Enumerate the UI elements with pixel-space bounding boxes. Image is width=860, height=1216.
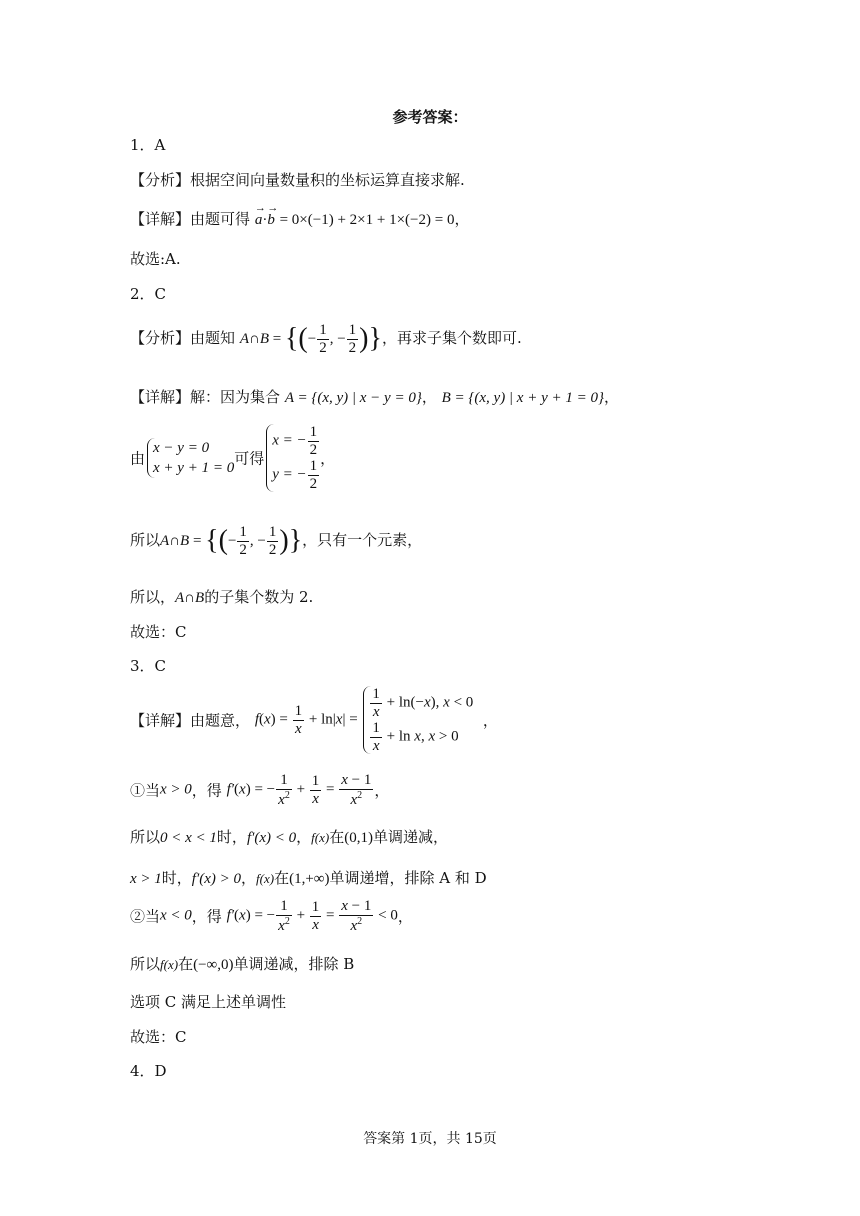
equation-system: x − y = 0 x + y + 1 = 0 — [147, 438, 234, 479]
q2-choice: 故选：C — [130, 623, 187, 641]
solution-system: x = − $\frac{1}{2}$ y = − $\frac{1}{2}$ — [266, 424, 320, 492]
q3-number: 3．C — [130, 657, 167, 675]
dot-product-expression: = 0×(−1) + 2×1 + 1×(−2) = 0 — [279, 212, 455, 228]
q2-number: 2．C — [130, 285, 167, 303]
page-footer: 答案第 1页，共 15页 — [363, 1131, 497, 1147]
q4-number: 4．D — [130, 1062, 167, 1080]
q1-analysis — [130, 169, 465, 190]
q3-increasing-line: x > 1时，f′(x) > 0，f(x)在(1,+∞)单调递增，排除 A 和 D — [130, 869, 487, 887]
q3-case1: ①当x > 0，得 f′(x) = − $\frac{1}{x^2}$ + $\frac{1}{x}$ = $\frac{x - 1}{x^2}$ ， — [130, 772, 390, 808]
detail-prefix: 由题可得 — [190, 210, 251, 228]
vector-b: b → — [267, 202, 279, 228]
set-b-definition: B = {(x, y) | x + y + 1 = 0} — [441, 390, 604, 406]
vector-a: a → — [254, 202, 266, 228]
q2-intersection: 所以A∩B = {(− $\frac{1}{2}$ , − $\frac{1}{2}$ )}，只有一个元素， — [130, 524, 423, 558]
q3-detail: 【详解】由题意， f(x) = $\frac{1}{x}$ + ln|x| = $\frac{1}{x}$ + ln(−x), x < 0 $\frac{1}{x}$ + ln x, x > 0 ， — [130, 686, 498, 754]
set-a-definition: A = {(x, y) | x − y = 0} — [284, 390, 422, 406]
q1-detail: 【详解】由题可得 a → ·b → = 0×(−1) + 2×1 + 1×(−2) = 0， — [130, 202, 470, 228]
detail-label: 【详解】 — [130, 210, 191, 228]
q1-number: 1．A — [130, 136, 166, 154]
q3-decreasing-line: 所以0 < x < 1时，f′(x) < 0，f(x)在(0,1)单调递减， — [130, 828, 448, 846]
q2-analysis: 【分析】由题知 A∩B = {(− $\frac{1}{2}$ , − $\frac{1}{2}$ )}，再求子集个数即可. — [130, 322, 522, 356]
analysis-label: 【分析】 — [130, 171, 191, 189]
q3-option-c: 选项 C 满足上述单调性 — [130, 993, 287, 1011]
analysis-text: 根据空间向量数量积的坐标运算直接求解. — [190, 171, 465, 189]
q2-subset-count: 所以，A∩B的子集个数为 2. — [130, 588, 314, 606]
q2-system: 由 x − y = 0 x + y + 1 = 0 可得 x = − $\frac{1}{2}$ y = − $\frac{1}{2}$ ， — [130, 424, 336, 492]
q3-case2: ②当x < 0，得 f′(x) = − $\frac{1}{x^2}$ + $\frac{1}{x}$ = $\frac{x - 1}{x^2}$ < 0， — [130, 898, 413, 934]
q2-detail: 【详解】解：因为集合 A = {(x, y) | x − y = 0}， B = {(x, y) | x + y + 1 = 0}， — [130, 388, 620, 406]
q1-choice: 故选:A. — [130, 250, 181, 268]
page-title: 参考答案： — [392, 108, 468, 126]
piecewise-function: $\frac{1}{x}$ + ln(−x), x < 0 $\frac{1}{x}$ + ln x, x > 0 — [363, 686, 473, 754]
q3-negative-domain: 所以f(x)在(−∞,0)单调递减，排除 B — [130, 955, 355, 973]
q3-choice: 故选：C — [130, 1028, 187, 1046]
